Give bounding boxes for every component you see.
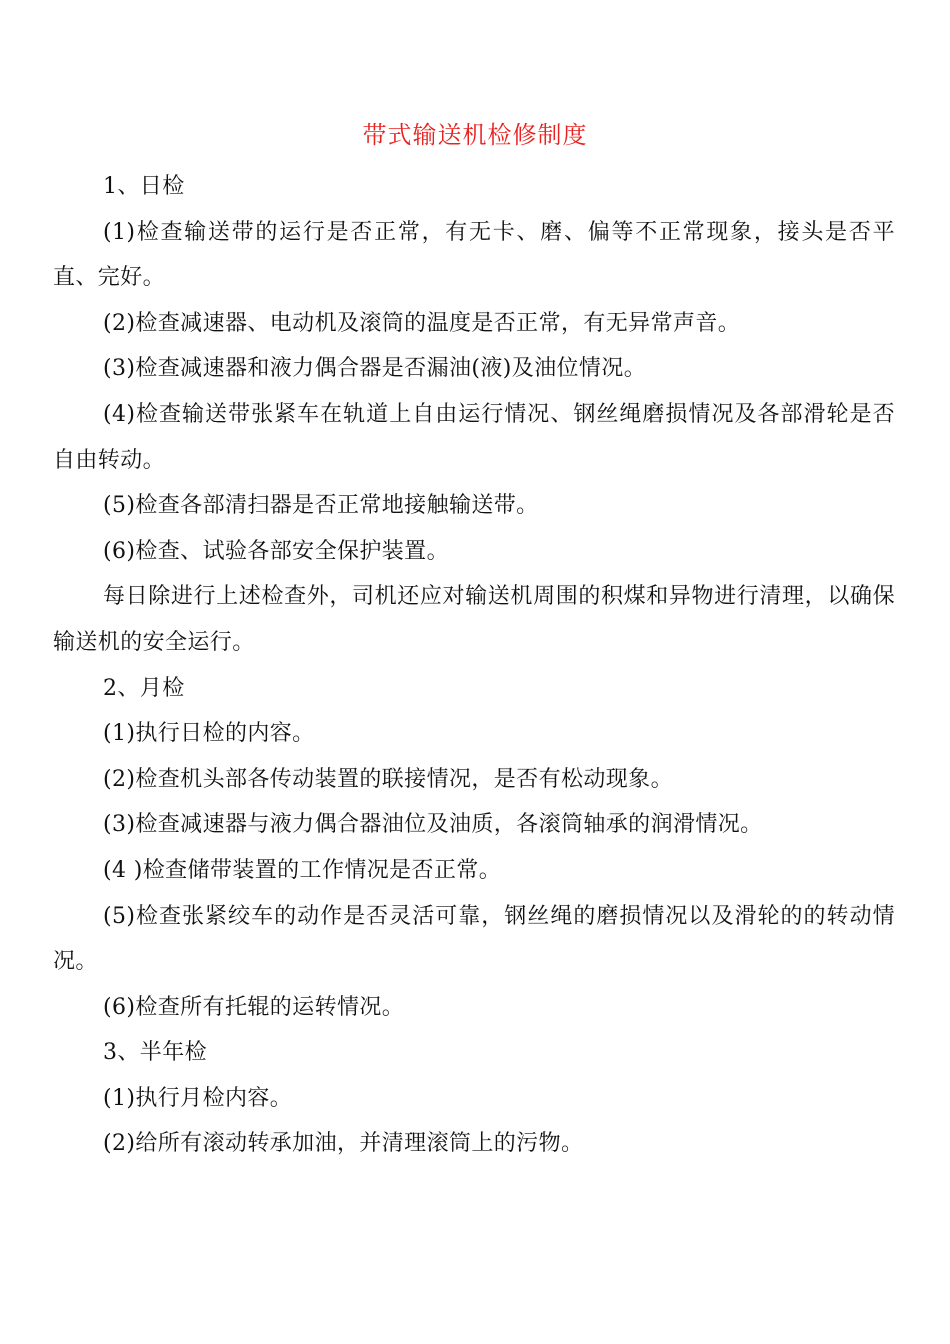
document-body: [53, 164, 895, 1167]
paragraph: (5)检查各部清扫器是否正常地接触输送带。: [103, 493, 539, 519]
paragraph: (2)检查减速器、电动机及滚筒的温度是否正常，有无异常声音。: [103, 310, 741, 336]
section-heading-daily: 1、日检: [103, 174, 185, 199]
paragraph: (5)检查张紧绞车的动作是否灵活可靠，钢丝绳的磨损情况以及滑轮的的转动情况。: [53, 903, 895, 975]
paragraph: (4 )检查储带装置的工作情况是否正常。: [103, 857, 502, 883]
paragraph: (6)检查、试验各部安全保护装置。: [103, 538, 449, 564]
paragraph: (1)执行月检内容。: [103, 1085, 293, 1111]
paragraph: (2)给所有滚动转承加油，并清理滚筒上的污物。: [103, 1131, 584, 1157]
paragraph: (2)检查机头部各传动装置的联接情况，是否有松动现象。: [103, 766, 673, 792]
paragraph: 每日除进行上述检查外，司机还应对输送机周围的积煤和异物进行清理，以确保输送机的安全运行。: [53, 584, 895, 655]
paragraph: (3)检查减速器和液力偶合器是否漏油(液)及油位情况。: [103, 356, 647, 382]
paragraph: (3)检查减速器与液力偶合器油位及油质，各滚筒轴承的润滑情况。: [103, 812, 763, 838]
paragraph: (4)检查输送带张紧车在轨道上自由运行情况、钢丝绳磨损情况及各部滑轮是否自由转动。: [53, 401, 895, 473]
document-title: 带式输送机检修制度: [362, 121, 588, 149]
section-heading-monthly: 2、月检: [103, 675, 185, 701]
paragraph: (6)检查所有托辊的运转情况。: [103, 994, 405, 1020]
paragraph: (1)执行日检的内容。: [103, 721, 315, 747]
section-heading-semiannual: 3、半年检: [103, 1040, 207, 1066]
paragraph: (1)检查输送带的运行是否正常，有无卡、磨、偏等不正常现象，接头是否平直、完好。: [53, 219, 895, 291]
